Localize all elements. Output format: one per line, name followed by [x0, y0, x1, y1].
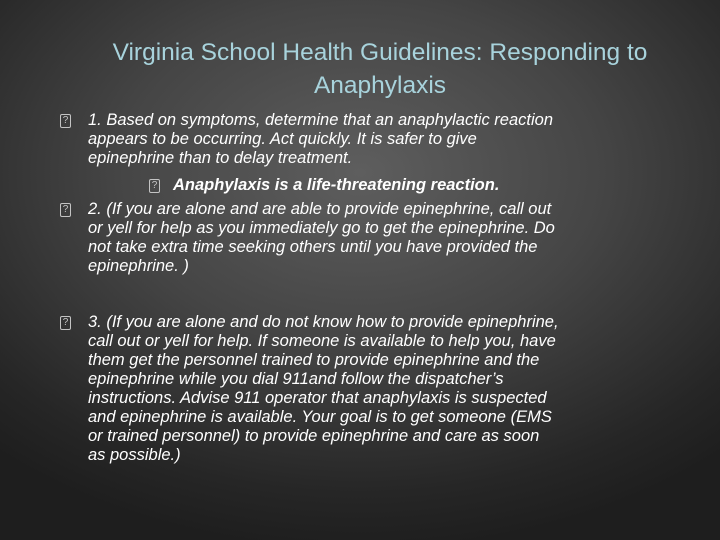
bullet-line: 1. Based on symptoms, determine that an anaphylactic reaction	[88, 111, 554, 129]
bullet-line: 2. (If you are alone and are able to provide epinephrine, call out	[88, 200, 552, 218]
bullet-box-icon	[60, 316, 71, 330]
bullet-text-1	[88, 111, 708, 168]
bullet-line: epinephrine. )	[88, 257, 189, 275]
bullet-box-icon	[149, 179, 160, 193]
bullet-line: or trained personnel) to provide epinephrine and care as soon	[88, 427, 540, 445]
bullet-line: them get the personnel trained to provide epinephrine and the	[88, 351, 540, 369]
bullet-text-3	[88, 313, 708, 465]
bullet-text-2	[88, 200, 708, 276]
bullet-line: appears to be occurring. Act quickly. It is safer to give	[88, 130, 477, 148]
bullet-line: epinephrine while you dial 911and follow the dispatcher’s	[88, 370, 504, 388]
bullet-box-icon	[60, 114, 71, 128]
bullet-box-icon	[60, 203, 71, 217]
bullet-line: instructions. Advise 911 operator that anaphylaxis is suspected	[88, 389, 547, 407]
bullet-line: and epinephrine is available. Your goal is to get someone (EMS	[88, 408, 552, 426]
bullet-line: 3. (If you are alone and do not know how to provide epinephrine,	[88, 313, 559, 331]
bullet-line: or yell for help as you immediately go to get the epinephrine. Do	[88, 219, 555, 237]
bullet-line: as possible.)	[88, 446, 181, 464]
slide-title: Virginia School Health Guidelines: Responding to Anaphylaxis	[112, 39, 648, 99]
bullet-line: call out or yell for help. If someone is available to help you, have	[88, 332, 556, 350]
bullet-line: epinephrine than to delay treatment.	[88, 149, 353, 167]
bullet-line: not take extra time seeking others until you have provided the	[88, 238, 538, 256]
bullet-line: Anaphylaxis is a life-threatening reaction.	[173, 176, 500, 194]
bullet-text-sub	[173, 176, 713, 195]
